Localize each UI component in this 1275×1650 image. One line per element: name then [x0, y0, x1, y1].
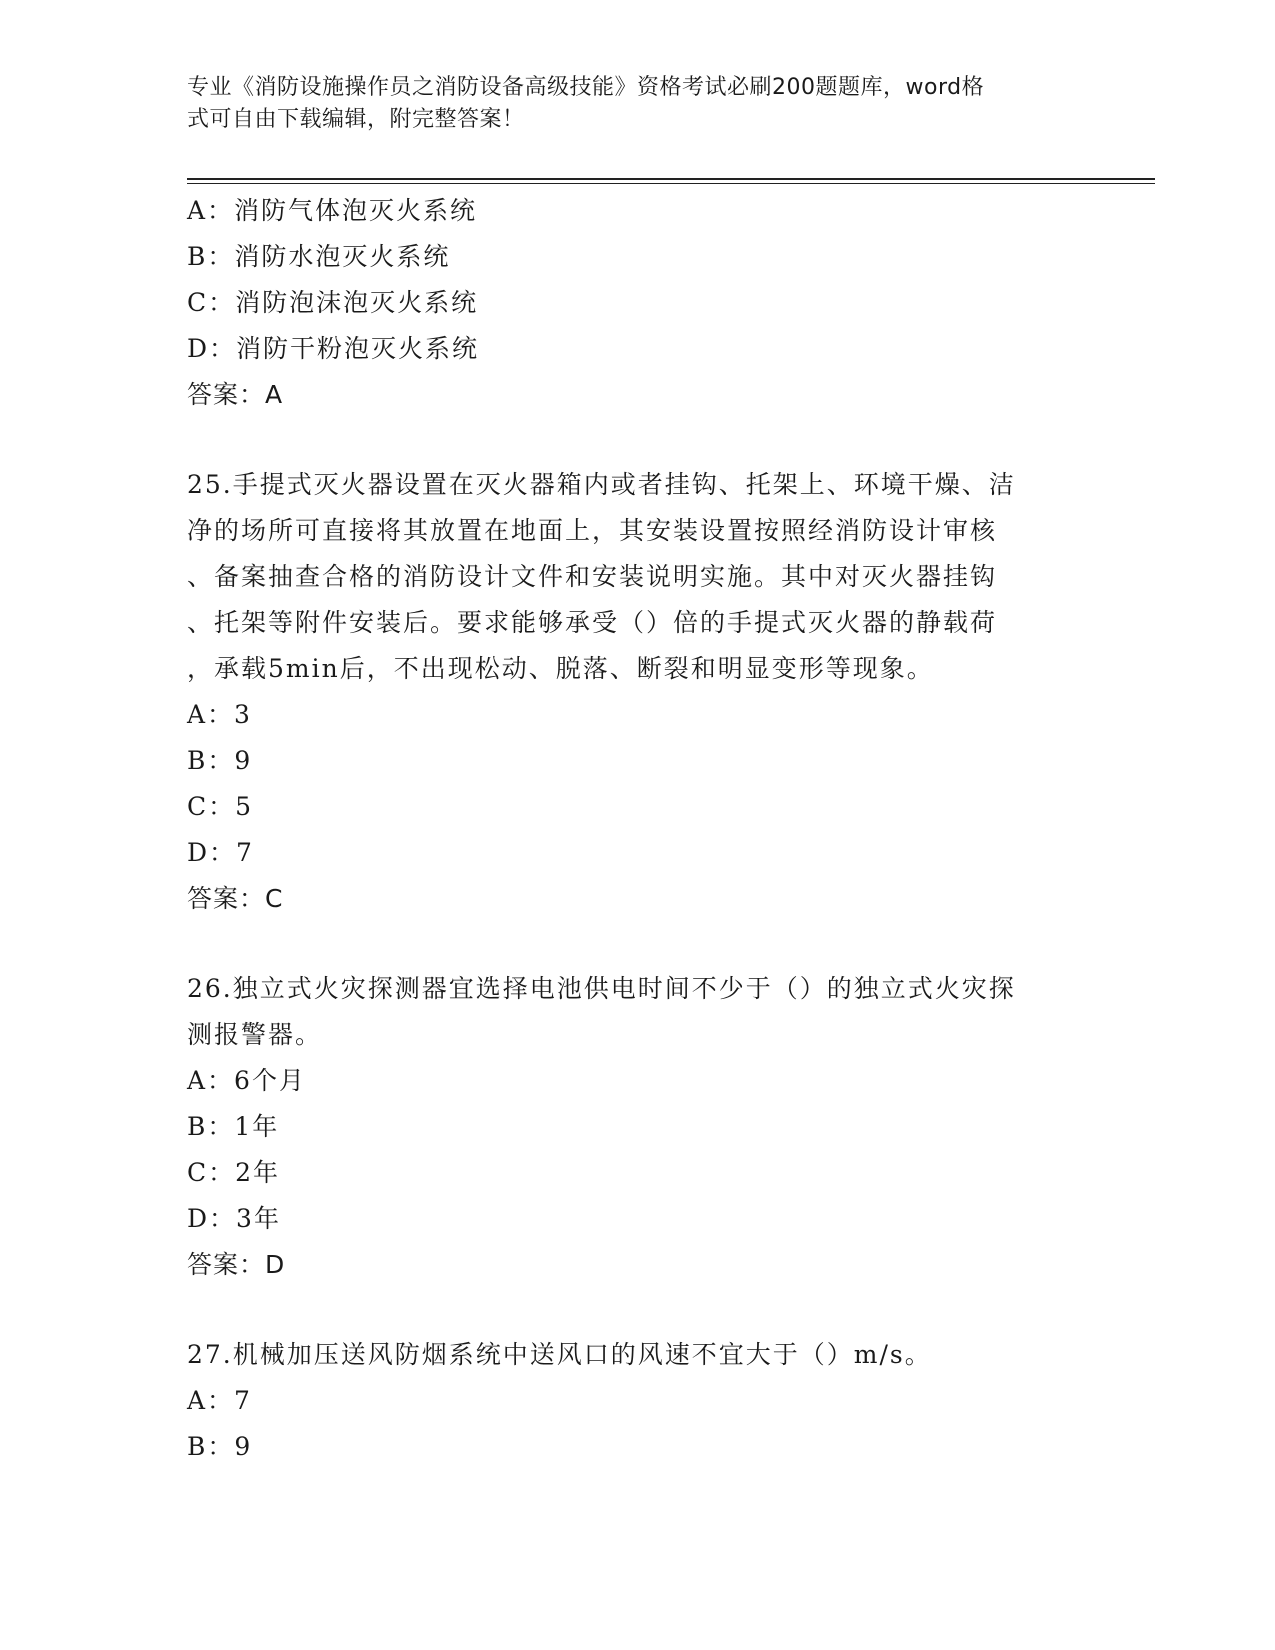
option-b: B：消防水泡灭火系统 — [187, 242, 451, 271]
question-text-line: ，承载5min后，不出现松动、脱落、断裂和明显变形等现象。 — [187, 654, 934, 683]
question-text-line: 、备案抽查合格的消防设计文件和安装说明实施。其中对灭火器挂钩 — [187, 562, 998, 591]
question-text-line: 、托架等附件安装后。要求能够承受（）倍的手提式灭火器的静载荷 — [187, 608, 998, 637]
answer-line: 答案：D — [187, 1250, 286, 1279]
option-c: C：消防泡沫泡灭火系统 — [187, 288, 479, 317]
header-line-1: 专业《消防设施操作员之消防设备高级技能》资格考试必刷200题题库，word格 — [187, 75, 985, 100]
header-divider-thin — [187, 183, 1155, 184]
option-a: A：7 — [187, 1386, 252, 1415]
question-text-line: 净的场所可直接将其放置在地面上，其安装设置按照经消防设计审核 — [187, 516, 998, 545]
question-text-line: 25.手提式灭火器设置在灭火器箱内或者挂钩、托架上、环境干燥、洁 — [187, 470, 1016, 499]
answer-line: 答案：A — [187, 380, 284, 409]
option-c: C：5 — [187, 792, 254, 821]
option-b: B：9 — [187, 1432, 253, 1461]
document-header — [187, 72, 1067, 136]
question-block-27 — [187, 1332, 1087, 1470]
question-block-24 — [187, 188, 1087, 418]
question-block-26 — [187, 966, 1087, 1288]
question-text-line: 26.独立式火灾探测器宜选择电池供电时间不少于（）的独立式火灾探 — [187, 974, 1016, 1003]
option-b: B：9 — [187, 746, 253, 775]
question-text-line: 测报警器。 — [187, 1020, 323, 1049]
answer-line: 答案：C — [187, 884, 284, 913]
header-line-2: 式可自由下载编辑，附完整答案！ — [187, 107, 525, 132]
option-b: B：1年 — [187, 1112, 280, 1141]
question-text-line: 27.机械加压送风防烟系统中送风口的风速不宜大于（）m/s。 — [187, 1340, 932, 1369]
option-a: A：6个月 — [187, 1066, 306, 1095]
question-block-25 — [187, 462, 1087, 922]
question-list — [187, 188, 1087, 1470]
option-a: A：消防气体泡灭火系统 — [187, 196, 478, 225]
option-a: A：3 — [187, 700, 252, 729]
option-d: D：7 — [187, 838, 254, 867]
option-d: D：3年 — [187, 1204, 281, 1233]
header-divider-thick — [187, 178, 1155, 180]
option-d: D：消防干粉泡灭火系统 — [187, 334, 480, 363]
option-c: C：2年 — [187, 1158, 281, 1187]
